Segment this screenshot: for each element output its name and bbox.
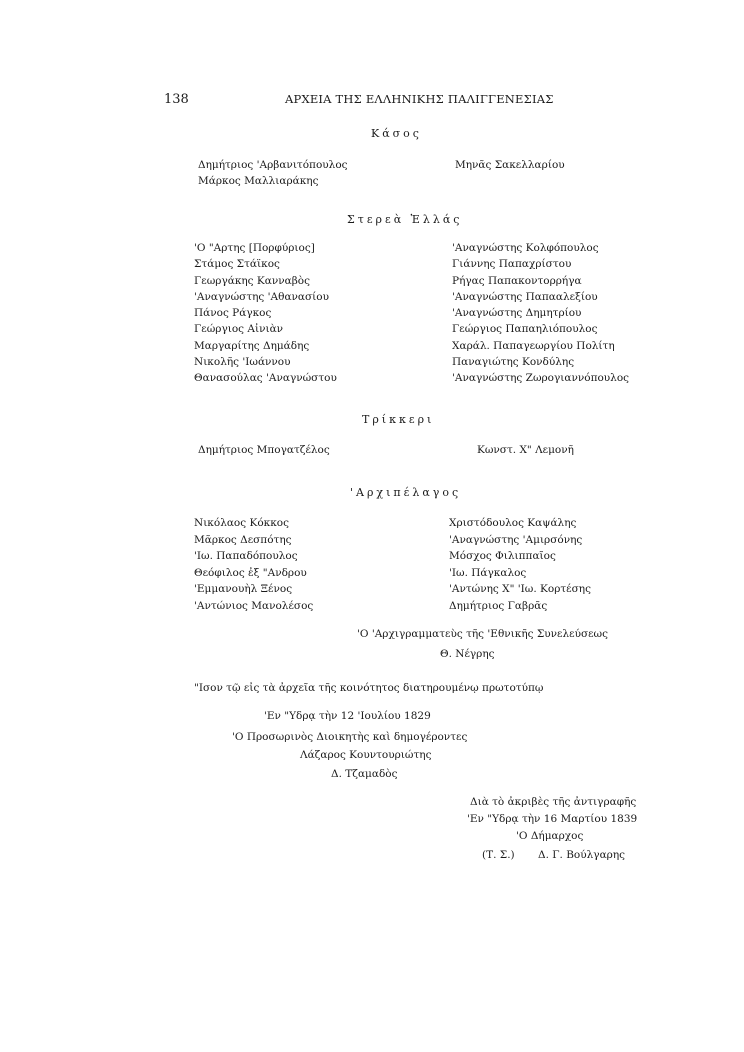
secretary-name: Θ. Νέγρης <box>440 648 495 660</box>
trikeri-left-column <box>198 442 330 458</box>
signatory: 'Αναγνώστης Δημητρίου <box>452 307 582 320</box>
seal-mark: (Τ. Σ.) <box>482 849 515 861</box>
hydra-1829-name: Λάζαρος Κουντουριώτης <box>300 749 432 761</box>
signatory: 'Ο "Αρτης [Πορφύριος] <box>194 242 315 254</box>
hydra-1829-office: 'Ο Προσωρινὸς Διοικητὴς καὶ δημογέροντες <box>232 731 468 743</box>
running-header: ΑΡΧΕΙΑ ΤΗΣ ΕΛΛΗΝΙΚΗΣ ΠΑΛΙΓΓΕΝΕΣΙΑΣ <box>285 92 554 106</box>
kasos-right-column <box>455 157 565 173</box>
signatory: Δημήτριος Μπογατζέλος <box>198 444 330 456</box>
archipelagos-left-column <box>194 515 313 614</box>
signatory: Μόσχος Φιλιππαῖος <box>449 550 556 562</box>
signatory: 'Ιω. Πάγκαλος <box>449 566 527 579</box>
signatory: Χριστόδουλος Καψάλης <box>449 517 577 529</box>
section-heading-sterea: Στερεὰ Ἑλλάς <box>347 213 463 226</box>
signatory: Δημήτριος Γαβρᾶς <box>449 599 548 612</box>
mayor-title: 'Ο Δήμαρχος <box>516 830 584 842</box>
signatory: Νικολῆς 'Ιωάννου <box>194 356 291 369</box>
signatory: 'Αντώνης Χ" 'Ιω. Κορτέσης <box>449 583 591 595</box>
signatory: Μάρκος Μαλλιαράκης <box>198 175 319 188</box>
signatory: Μαργαρίτης Δημάδης <box>194 339 310 352</box>
archipelagos-right-column <box>449 515 591 614</box>
mayor-name: Δ. Γ. Βούλγαρης <box>538 849 626 861</box>
section-heading-archipelagos: 'Αρχιπέλαγος <box>350 486 462 499</box>
signatory: Ρήγας Παπακοντορρήγα <box>452 274 582 287</box>
secretary-title: 'Ο 'Αρχιγραμματεὺς τῆς 'Εθνικῆς Συνελεύσεως <box>357 628 609 640</box>
hydra-1829-date: 'Εν "Υδρᾳ τὴν 12 'Ιουλίου 1829 <box>264 710 431 722</box>
signatory: 'Αναγνώστης Κολφόπουλος <box>452 242 599 254</box>
signatory: 'Αναγνώστης 'Αμιρσόνης <box>449 533 583 546</box>
signatory: Κωνστ. Χ" Λεμονῆ <box>477 444 574 456</box>
signatory: Νικόλαος Κόκκος <box>194 517 289 529</box>
certification-line: "Ισον τῷ εἰς τὰ ἀρχεῖα τῆς κοινότητος διατηρουμένῳ πρωτοτύπῳ <box>194 682 544 694</box>
hydra-1839-date: 'Εν "Υδρᾳ τὴν 16 Μαρτίου 1839 <box>467 813 638 825</box>
signatory: 'Ιω. Παπαδόπουλος <box>194 550 298 562</box>
signatory: Γεωργάκης Κανναβὸς <box>194 274 310 287</box>
signatory: Δημήτριος 'Αρβανιτόπουλος <box>198 159 348 171</box>
signatory: Γεώργιος Αἰνιὰν <box>194 323 284 336</box>
section-heading-kasos: Κάσος <box>371 127 422 140</box>
page-number: 138 <box>164 92 189 107</box>
kasos-left-column <box>198 157 348 190</box>
trikeri-right-column <box>477 442 574 458</box>
signatory: 'Αντώνιος Μανολέσος <box>194 599 314 612</box>
signatory: Μᾶρκος Δεσπότης <box>194 533 292 546</box>
signatory: Χαράλ. Παπαγεωργίου Πολίτη <box>452 339 615 352</box>
sterea-right-column <box>452 240 629 387</box>
sterea-left-column <box>194 240 337 387</box>
signatory: Παναγιώτης Κονδύλης <box>452 356 575 369</box>
signatory: Γεώργιος Παπαηλιόπουλος <box>452 323 598 336</box>
signatory: Πάνος Ράγκος <box>194 307 272 320</box>
signatory: Γιάννης Παπαχρίστου <box>452 258 572 271</box>
hydra-1829-name: Δ. Τζαμαδὸς <box>331 768 398 780</box>
signatory: Μηνᾶς Σακελλαρίου <box>455 159 565 171</box>
signatory: 'Εμμανουὴλ Ξένος <box>194 583 293 595</box>
signatory: Θανασούλας 'Αναγνώστου <box>194 372 337 385</box>
signatory: 'Αναγνώστης Ζωρογιαννόπουλος <box>452 372 630 385</box>
signatory: 'Αναγνώστης 'Αθανασίου <box>194 290 329 303</box>
signatory: Θεόφιλος ἐξ "Ανδρου <box>194 566 307 579</box>
section-heading-trikeri: Τρίκκερι <box>362 413 435 426</box>
signatory: 'Αναγνώστης Παπααλεξίου <box>452 290 598 303</box>
copy-attestation: Διὰ τὸ ἀκριβὲς τῆς ἀντιγραφῆς <box>470 796 637 808</box>
signatory: Στάμος Στάϊκος <box>194 258 280 271</box>
